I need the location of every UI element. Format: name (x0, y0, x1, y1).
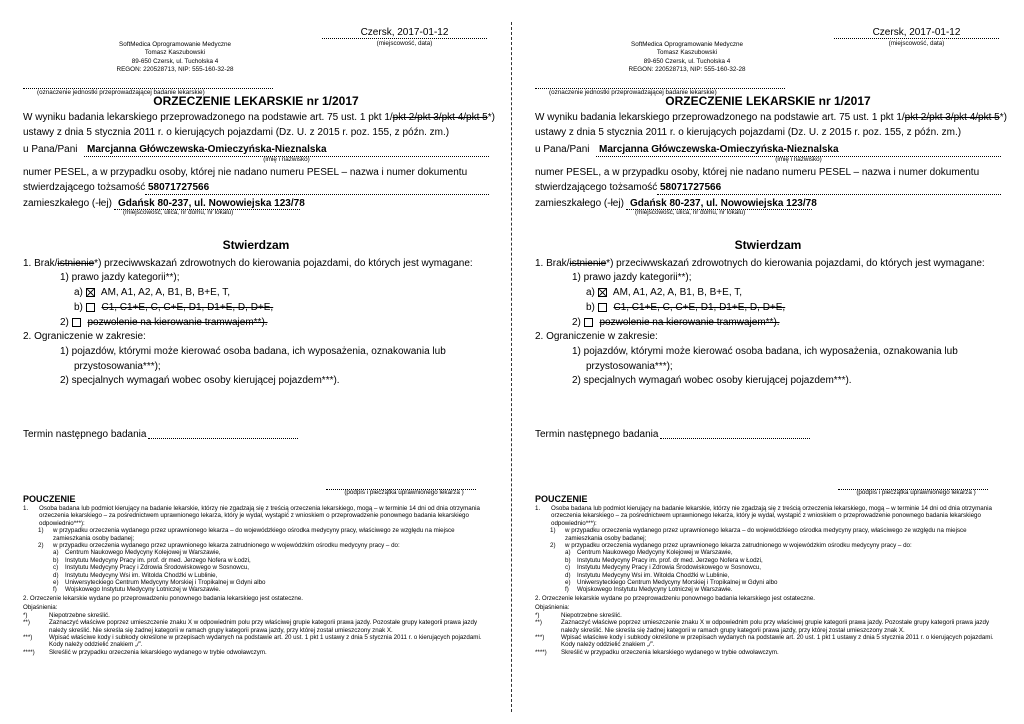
address-value: Gdańsk 80-237, ul. Nowowiejska 123/78 (118, 198, 305, 209)
address-caption: (miejscowość, ulica, nr domu, nr lokalu) (635, 209, 746, 216)
explanations-heading: Objaśnienia: (23, 604, 58, 612)
option-b: b) C1, C1+E, C, C+E, D1, D1+E, D, D+E, (586, 302, 786, 313)
clinic-owner: Tomasz Kaszubowski (144, 49, 206, 57)
instruction-p1-1: 1) w przypadku orzeczenia wydanego przez uprawnionego lekarza – do wojewódzkiego ośrodka medycyny pracy, właściwego ze względu na miejsce zamieszkania osoby badanej; (38, 527, 455, 542)
id-label: stwierdzającego tożsamość (23, 182, 146, 193)
unit-caption: (oznaczenie jednostki przeprowadzającej badanie lekarskie) (37, 89, 205, 96)
clinic-name: SoftMedica Oprogramowanie Medyczne (119, 41, 231, 48)
intro-line1: W wyniku badania lekarskiego przeprowadzonego na podstawie art. 75 ust. 1 pkt 1/pkt 2/pkt 3/pkt 4/pkt 5*) (535, 112, 1007, 123)
clinic-address: 89-650 Czersk, ul. Tucholska 4 (131, 57, 219, 65)
intro-line1: W wyniku badania lekarskiego przeprowadzonego na podstawie art. 75 ust. 1 pkt 1/pkt 2/pkt 3/pkt 4/pkt 5*) (23, 112, 495, 123)
instruction-p1-2: 2) w przypadku orzeczenia wydanego przez uprawnionego lekarza zatrudnionego w wojewódzkim ośrodku medycyny pracy – do: (550, 542, 912, 550)
limitation-1-line2: przystosowania***); (586, 361, 673, 372)
patient-label: u Pana/Pani (23, 144, 78, 155)
finding-item2: 2. Ograniczenie w zakresie: (535, 331, 658, 342)
institution-list (535, 549, 1001, 593)
address-label: zamieszkałego (-łej) (535, 198, 624, 209)
license-categories-label: 1) prawo jazdy kategorii**); (572, 272, 692, 283)
place-date-caption: (miejscowość, data) (888, 40, 945, 47)
instruction-heading: POUCZENIE (23, 494, 76, 504)
unit-caption: (oznaczenie jednostki przeprowadzającej badanie lekarskie) (549, 89, 717, 96)
intro-line2: ustawy z dnia 5 stycznia 2011 r. o kierujących pojazdami (Dz. U. z 2015 r. poz. 155, z późn. zm.) (535, 127, 962, 138)
instruction-heading: POUCZENIE (535, 494, 588, 504)
option-b-text: C1, C1+E, C, C+E, D1, D1+E, D, D+E, (101, 302, 274, 313)
id-value: 58071727566 (660, 182, 722, 193)
option-tram-text: pozwolenie na kierowanie tramwajem**). (599, 317, 780, 328)
list-item: e) Uniwersyteckiego Centrum Medycyny Morskiej i Tropikalnej w Gdyni albo (565, 579, 778, 587)
option-tram: 2) pozwolenie na kierowanie tramwajem**). (572, 317, 780, 328)
option-tram-text: pozwolenie na kierowanie tramwajem**). (87, 317, 268, 328)
next-exam-label: Termin następnego badania (23, 429, 147, 440)
list-item: a) Centrum Naukowego Medycyny Kolejowej w Warszawie, (53, 549, 221, 557)
patient-label: u Pana/Pani (535, 144, 590, 155)
list-item: e) Uniwersyteckiego Centrum Medycyny Morskiej i Tropikalnej w Gdyni albo (53, 579, 266, 587)
clinic-stamp (60, 41, 290, 74)
address-caption: (miejscowość, ulica, nr domu, nr lokalu) (123, 209, 234, 216)
instruction-p1-1: 1) w przypadku orzeczenia wydanego przez uprawnionego lekarza – do wojewódzkiego ośrodka medycyny pracy, właściwego ze względu na miejsce zamieszkania osoby badanej; (550, 527, 967, 542)
clinic-regon: REGON: 220528713, NIP: 555-160-32-28 (116, 65, 234, 73)
clinic-owner: Tomasz Kaszubowski (656, 49, 718, 57)
certificate-copy-right (512, 0, 1024, 724)
instruction-p1: 1. Osoba badana lub podmiot kierujący na badanie lekarskie, którzy nie zgadzają się z treścią orzeczenia lekarskiego, mogą – w terminie 14 dni od dnia otrzymania orzeczenia lekarskiego – za pośrednictwem uprawnionego lekarza, który je wydał, wystąpić z wnioskiem o przeprowadzenie ponownego badania lekarskiego odpowiednio***): (23, 505, 480, 527)
checkbox-checked[interactable] (86, 288, 95, 297)
limitation-1-line1: 1) pojazdów, którymi może kierować osoba badana, ich wyposażenia, oznakowania lub (60, 346, 446, 357)
instruction-body (535, 505, 1001, 656)
checkbox-unchecked[interactable] (86, 303, 95, 312)
option-b-text: C1, C1+E, C, C+E, D1, D1+E, D, D+E, (613, 302, 786, 313)
finding-heading: Stwierdzam (734, 238, 802, 252)
limitation-2: 2) specjalnych wymagań wobec osoby kierującej pojazdem***). (60, 375, 340, 386)
list-item: d) Instytutu Medycyny Wsi im. Witolda Chodźki w Lublinie, (565, 571, 730, 579)
explanations-heading: Objaśnienia: (535, 604, 570, 612)
patient-name: Marcjanna Główczewska-Omieczyńska-Nieznalska (87, 144, 327, 155)
limitation-1-line1: 1) pojazdów, którymi może kierować osoba badana, ich wyposażenia, oznakowania lub (572, 346, 958, 357)
option-a: a) AM, A1, A2, A, B1, B, B+E, T, (586, 287, 742, 298)
intro-line2: ustawy z dnia 5 stycznia 2011 r. o kierujących pojazdami (Dz. U. z 2015 r. poz. 155, z późn. zm.) (23, 127, 450, 138)
clinic-stamp (572, 41, 802, 74)
institution-list (23, 549, 489, 593)
explanation-item: **) Zaznaczyć właściwe poprzez umieszczenie znaku X w odpowiednim polu przy właściwej grupie kategorii prawa jazdy. Pozostałe grupy kategorii prawa jazdy należy skreślić. Nie skreśla się żadnej kategorii w ramach grupy kategorii prawa jazdy, przy której został umieszczony znak X. (535, 619, 990, 634)
clinic-address: 89-650 Czersk, ul. Tucholska 4 (643, 57, 731, 65)
option-a-text: AM, A1, A2, A, B1, B, B+E, T, (100, 287, 230, 298)
limitation-1-line2: przystosowania***); (74, 361, 161, 372)
place-date-line (834, 38, 999, 39)
license-categories-label: 1) prawo jazdy kategorii**); (60, 272, 180, 283)
signature-caption: (podpis i pieczątka uprawnionego lekarza ) (344, 489, 464, 496)
limitation-2: 2) specjalnych wymagań wobec osoby kierującej pojazdem***). (572, 375, 852, 386)
next-exam-line (148, 438, 298, 439)
place-date: Czersk, 2017-01-12 (872, 27, 961, 38)
patient-name-caption: (imię i nazwisko) (263, 156, 310, 163)
list-item: c) Instytutu Medycyny Pracy i Zdrowia Środowiskowego w Sosnowcu, (53, 564, 249, 572)
option-a-text: AM, A1, A2, A, B1, B, B+E, T, (612, 287, 742, 298)
explanation-item: ***) Wpisać właściwe kody i subkody określone w przepisach wydanych na podstawie art. 20 ust. 1 pkt 1 ustawy z dnia 5 stycznia 2011 r. o kierujących pojazdami. Kody należy oddzielić znakiem „/”. (23, 633, 482, 649)
explanation-item: ***) Wpisać właściwe kody i subkody określone w przepisach wydanych na podstawie art. 20 ust. 1 pkt 1 ustawy z dnia 5 stycznia 2011 r. o kierujących pojazdami. Kody należy oddzielić znakiem „/”. (535, 633, 994, 649)
patient-name: Marcjanna Główczewska-Omieczyńska-Nieznalska (599, 144, 839, 155)
list-item: c) Instytutu Medycyny Pracy i Zdrowia Środowiskowego w Sosnowcu, (565, 564, 761, 572)
struck-paragraphs: pkt 2/pkt 3/pkt 4/pkt 5 (392, 112, 488, 123)
explanation-item: ****) Skreślić w przypadku orzeczenia lekarskiego wydanego w trybie odwoławczym. (535, 648, 779, 656)
address-value: Gdańsk 80-237, ul. Nowowiejska 123/78 (630, 198, 817, 209)
struck-paragraphs: pkt 2/pkt 3/pkt 4/pkt 5 (904, 112, 1000, 123)
next-exam-label: Termin następnego badania (535, 429, 659, 440)
document-title: ORZECZENIE LEKARSKIE nr 1/2017 (665, 94, 871, 108)
explanation-item: *) Niepotrzebne skreślić. (535, 611, 622, 619)
explanation-item: ****) Skreślić w przypadku orzeczenia lekarskiego wydanego w trybie odwoławczym. (23, 648, 267, 656)
explanation-item: **) Zaznaczyć właściwe poprzez umieszczenie znaku X w odpowiednim polu przy właściwej grupie kategorii prawa jazdy. Pozostałe grupy kategorii prawa jazdy należy skreślić. Nie skreśla się żadnej kategorii w ramach grupy kategorii prawa jazdy, przy której został umieszczony znak X. (23, 619, 478, 634)
instruction-p2: 2. Orzeczenie lekarskie wydane po przeprowadzeniu ponownego badania lekarskiego jest ostateczne. (23, 594, 303, 602)
list-item: a) Centrum Naukowego Medycyny Kolejowej w Warszawie, (565, 549, 733, 557)
next-exam-line (660, 438, 810, 439)
instruction-p1: 1. Osoba badana lub podmiot kierujący na badanie lekarskie, którzy nie zgadzają się z treścią orzeczenia lekarskiego, mogą – w terminie 14 dni od dnia otrzymania orzeczenia lekarskiego – za pośrednictwem uprawnionego lekarza, który je wydał, wystąpić z wnioskiem o przeprowadzenie ponownego badania lekarskiego odpowiednio***): (535, 505, 992, 527)
option-b: b) C1, C1+E, C, C+E, D1, D1+E, D, D+E, (74, 302, 274, 313)
explanation-item: *) Niepotrzebne skreślić. (23, 611, 110, 619)
list-item: b) Instytutu Medycyny Pracy im. prof. dr med. Jerzego Nofera w Łodzi, (53, 556, 251, 564)
instruction-body (23, 505, 489, 656)
list-item: f) Wojskowego Instytutu Medycyny Lotniczej w Warszawie. (53, 586, 221, 594)
list-item: d) Instytutu Medycyny Wsi im. Witolda Chodźki w Lublinie, (53, 571, 218, 579)
place-date-caption: (miejscowość, data) (376, 40, 433, 47)
signature-caption: (podpis i pieczątka uprawnionego lekarza ) (856, 489, 976, 496)
list-item: b) Instytutu Medycyny Pracy im. prof. dr med. Jerzego Nofera w Łodzi, (565, 556, 763, 564)
option-a: a) AM, A1, A2, A, B1, B, B+E, T, (74, 287, 230, 298)
id-line (657, 194, 1001, 195)
finding-item1: 1. Brak/istnienie*) przeciwwskazań zdrowotnych do kierowania pojazdami, do których jest wymagane: (23, 258, 473, 269)
finding-item1: 1. Brak/istnienie*) przeciwwskazań zdrowotnych do kierowania pojazdami, do których jest wymagane: (535, 258, 985, 269)
finding-item2: 2. Ograniczenie w zakresie: (23, 331, 146, 342)
checkbox-checked[interactable] (598, 288, 607, 297)
id-value: 58071727566 (148, 182, 210, 193)
address-label: zamieszkałego (-łej) (23, 198, 112, 209)
pesel-line: numer PESEL, a w przypadku osoby, której nie nadano numeru PESEL – nazwa i numer dokumentu (23, 167, 468, 178)
instruction-p1-2: 2) w przypadku orzeczenia wydanego przez uprawnionego lekarza zatrudnionego w wojewódzkim ośrodku medycyny pracy – do: (38, 542, 400, 550)
document-title: ORZECZENIE LEKARSKIE nr 1/2017 (153, 94, 359, 108)
place-date: Czersk, 2017-01-12 (360, 27, 449, 38)
pesel-line: numer PESEL, a w przypadku osoby, której nie nadano numeru PESEL – nazwa i numer dokumentu (535, 167, 980, 178)
finding-heading: Stwierdzam (222, 238, 290, 252)
instruction-p2: 2. Orzeczenie lekarskie wydane po przeprowadzeniu ponownego badania lekarskiego jest ostateczne. (535, 594, 815, 602)
place-date-line (322, 38, 487, 39)
id-line (145, 194, 489, 195)
list-item: f) Wojskowego Instytutu Medycyny Lotniczej w Warszawie. (565, 586, 733, 594)
checkbox-unchecked[interactable] (72, 318, 81, 327)
checkbox-unchecked[interactable] (598, 303, 607, 312)
checkbox-unchecked[interactable] (584, 318, 593, 327)
clinic-name: SoftMedica Oprogramowanie Medyczne (631, 41, 743, 48)
id-label: stwierdzającego tożsamość (535, 182, 658, 193)
option-tram: 2) pozwolenie na kierowanie tramwajem**). (60, 317, 268, 328)
patient-name-caption: (imię i nazwisko) (775, 156, 822, 163)
clinic-regon: REGON: 220528713, NIP: 555-160-32-28 (628, 65, 746, 73)
